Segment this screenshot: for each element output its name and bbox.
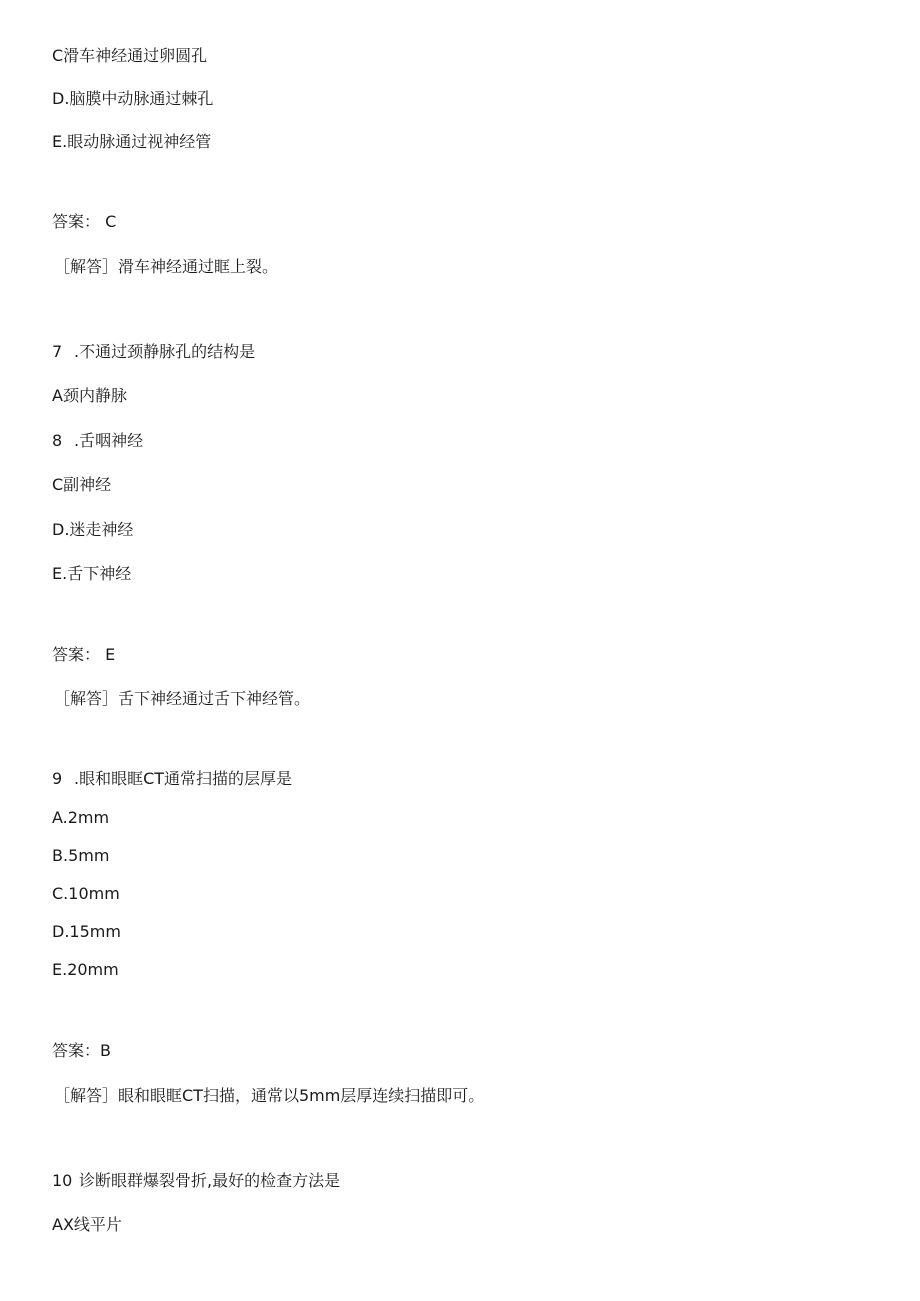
question-number: 7	[52, 342, 63, 361]
question-8	[52, 431, 143, 451]
explanation-text: ［解答］滑车神经通过眶上裂。	[54, 257, 279, 276]
question-7	[52, 342, 255, 362]
option-text: A颈内静脉	[52, 386, 127, 405]
option-text: E.20mm	[52, 960, 119, 979]
question-number: 9	[52, 769, 63, 788]
question-number: 8	[52, 431, 63, 450]
explanation-text: ［解答］眼和眼眶CT扫描，通常以5mm层厚连续扫描即可。	[54, 1086, 485, 1105]
option-text: D.迷走神经	[52, 520, 134, 539]
option-text: C滑车神经通过卵圆孔	[52, 46, 208, 65]
option-text: AX线平片	[52, 1215, 122, 1234]
question-stem: .舌咽神经	[74, 431, 144, 450]
option-text: E.眼动脉通过视神经管	[52, 132, 212, 151]
question-number: 10	[52, 1171, 73, 1190]
question-stem: .不通过颈静脉孔的结构是	[74, 342, 256, 361]
question-stem: 诊断眼群爆裂骨折,最好的检查方法是	[79, 1171, 341, 1190]
option-text: C.10mm	[52, 884, 120, 903]
explanation-text: ［解答］舌下神经通过舌下神经管。	[54, 689, 311, 708]
option-text: A.2mm	[52, 808, 110, 827]
question-9	[52, 769, 292, 789]
answer-text: 答案：B	[52, 1041, 111, 1060]
option-text: E.舌下神经	[52, 564, 132, 583]
answer-text: 答案： E	[52, 645, 116, 664]
option-text: B.5mm	[52, 846, 110, 865]
question-10	[52, 1171, 340, 1191]
question-stem: .眼和眼眶CT通常扫描的层厚是	[74, 769, 293, 788]
option-text: D.15mm	[52, 922, 121, 941]
answer-text: 答案： C	[52, 212, 117, 231]
option-text: C副神经	[52, 475, 112, 494]
option-text: D.脑膜中动脉通过棘孔	[52, 89, 214, 108]
